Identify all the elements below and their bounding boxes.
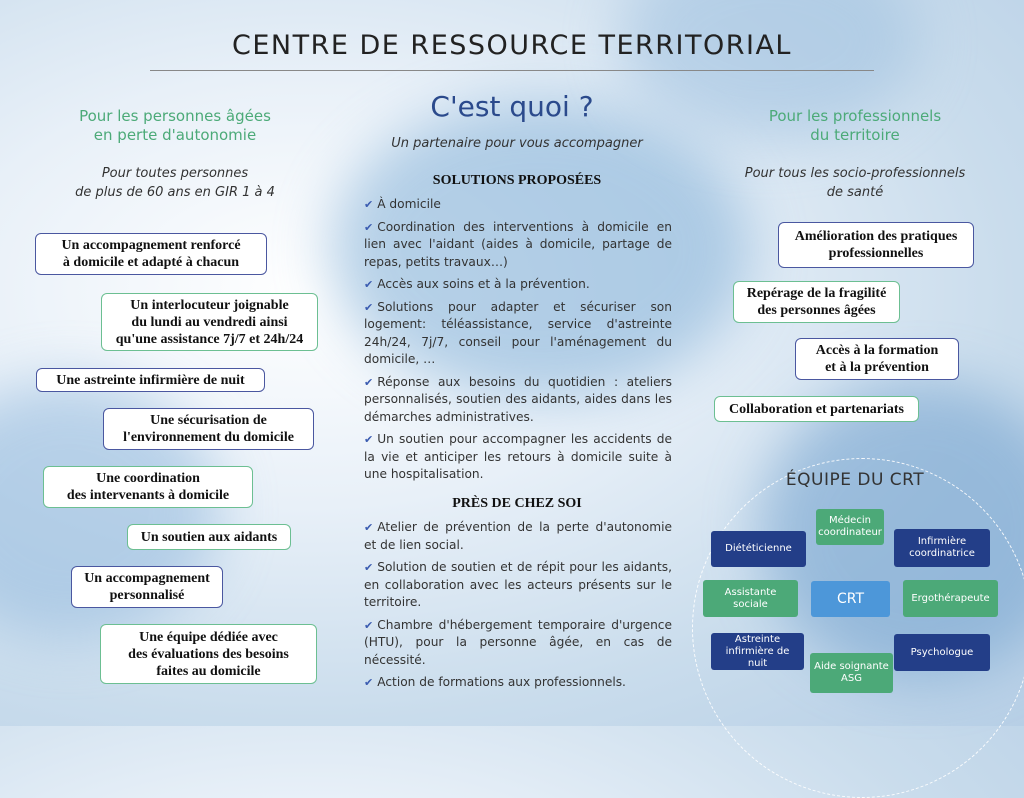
right-column-subtitle: Pour tous les socio-professionnels de santé — [744, 166, 966, 200]
team-member-psychologue: Psychologue — [894, 634, 990, 671]
solutions-list — [364, 196, 672, 489]
left-item-3: Une astreinte infirmière de nuit — [36, 368, 265, 392]
center-title: C'est quoi ? — [430, 90, 594, 123]
left-column-title: Pour les personnes âgées en perte d'autonomie — [79, 107, 271, 144]
left-item-6: Un soutien aux aidants — [127, 524, 291, 550]
team-member-dieteticienne: Diététicienne — [711, 531, 806, 567]
list-item: ✔ Réponse aux besoins du quotidien : ateliers personnalisés, soutien des aidants, aides dans les démarches administratives. — [364, 374, 672, 424]
check-icon: ✔ — [364, 220, 374, 234]
right-item-1: Amélioration des pratiques professionnelles — [778, 222, 974, 268]
team-member-astreinte: Astreinte infirmière de nuit — [711, 633, 804, 670]
list-item: ✔ Chambre d'hébergement temporaire d'urgence (HTU), pour la personne âgée, en cas de nécessité. — [364, 617, 672, 667]
left-item-1: Un accompagnement renforcé à domicile et adapté à chacun — [35, 233, 267, 275]
title-divider — [150, 70, 874, 71]
list-item: ✔ Action de formations aux professionnels. — [364, 675, 626, 689]
left-item-7: Un accompagnement personnalisé — [71, 566, 223, 608]
team-title: ÉQUIPE DU CRT — [785, 470, 925, 490]
list-item: ✔ Atelier de prévention de la perte d'autonomie et de lien social. — [364, 520, 672, 552]
team-member-assistante-sociale: Assistante sociale — [703, 580, 798, 617]
right-item-2: Repérage de la fragilité des personnes âgées — [733, 281, 900, 323]
near-list — [364, 519, 672, 697]
list-item: ✔ Un soutien pour accompagner les accidents de la vie et anticiper les retours à domicile suite à une hospitalisation. — [364, 432, 672, 481]
list-item: ✔ Coordination des interventions à domicile en lien avec l'aidant (aides à domicile, partage de repas, petits travaux…) — [364, 219, 672, 269]
list-item: ✔ Accès aux soins et à la prévention. — [364, 277, 590, 291]
near-heading: PRÈS DE CHEZ SOI — [452, 496, 582, 511]
check-icon: ✔ — [364, 561, 374, 574]
check-icon: ✔ — [364, 521, 374, 534]
list-item: ✔ Solutions pour adapter et sécuriser son logement: téléassistance, service d'astreinte 24h/24, 7j/7, conseil pour l'aménagement du domicile, … — [364, 299, 672, 366]
check-icon: ✔ — [364, 433, 374, 446]
check-icon: ✔ — [364, 300, 374, 314]
team-member-ergotherapeute: Ergothérapeute — [903, 580, 998, 617]
list-item: ✔ À domicile — [364, 197, 441, 211]
page-title: CENTRE DE RESSOURCE TERRITORIAL — [232, 30, 792, 61]
check-icon: ✔ — [364, 676, 374, 689]
check-icon: ✔ — [364, 375, 374, 389]
left-item-4: Une sécurisation de l'environnement du domicile — [103, 408, 314, 450]
left-item-2: Un interlocuteur joignable du lundi au vendredi ainsi qu'une assistance 7j/7 et 24h/24 — [101, 293, 318, 351]
right-item-4: Collaboration et partenariats — [714, 396, 919, 422]
team-member-medecin: Médecin coordinateur — [816, 509, 884, 545]
team-member-aide-soignante: Aide soignante ASG — [810, 653, 893, 693]
solutions-heading: SOLUTIONS PROPOSÉES — [432, 173, 602, 188]
left-column-subtitle: Pour toutes personnes de plus de 60 ans en GIR 1 à 4 — [75, 166, 275, 200]
check-icon: ✔ — [364, 618, 374, 632]
check-icon: ✔ — [364, 198, 374, 211]
center-subtitle: Un partenaire pour vous accompagner — [391, 136, 643, 151]
right-column-title: Pour les professionnels du territoire — [768, 107, 942, 144]
team-member-infirmiere: Infirmière coordinatrice — [894, 529, 990, 567]
list-item: ✔ Solution de soutien et de répit pour les aidants, en collaboration avec les acteurs présents sur le territoire. — [364, 560, 672, 609]
left-item-8: Une équipe dédiée avec des évaluations des besoins faites au domicile — [100, 624, 317, 684]
team-center-crt: CRT — [811, 581, 890, 617]
left-item-5: Une coordination des intervenants à domicile — [43, 466, 253, 508]
right-item-3: Accès à la formation et à la prévention — [795, 338, 959, 380]
check-icon: ✔ — [364, 278, 374, 291]
